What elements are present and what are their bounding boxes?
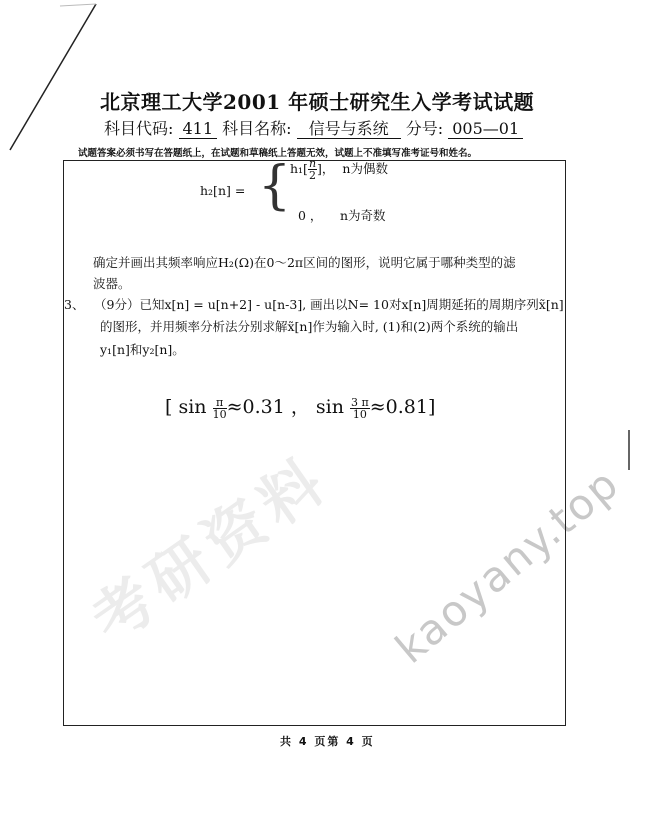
answer-box: [63, 156, 566, 726]
case-even: [290, 158, 388, 181]
watermark-url: kaoyany.top: [386, 458, 629, 673]
brace: {: [258, 156, 292, 216]
part-number: 005—01: [448, 119, 523, 139]
exam-title: 北京理工大学2001 年硕士研究生入学考试试题: [100, 90, 535, 114]
subject-info: [104, 116, 523, 139]
subject-code: 411: [179, 119, 218, 139]
f1-num: π: [213, 397, 227, 409]
para1-line2: 波器。: [93, 276, 131, 291]
part-label: 分号:: [405, 119, 444, 138]
case2-value: 0 ，: [298, 208, 323, 223]
top-mark: [60, 4, 96, 6]
f2-den: 10: [352, 407, 367, 421]
h2-lhs: h₂[n] =: [200, 183, 246, 198]
case1-suffix: ]，: [317, 161, 335, 176]
diagonal-mark: [10, 4, 96, 150]
subject-name: 信号与系统: [297, 119, 401, 139]
name-label: 科目名称:: [222, 119, 292, 138]
case1-cond: n为偶数: [342, 161, 388, 176]
f2-val: ≈0.81]: [369, 396, 436, 418]
f-open: [ sin: [165, 396, 207, 418]
page-footer: 共 4 页第 4 页: [280, 735, 375, 748]
code-label: 科目代码:: [104, 119, 174, 138]
watermark-calligraphy: 考研资料: [79, 443, 343, 657]
q3-number: 3、: [64, 297, 85, 312]
case1-den: 2: [309, 169, 316, 182]
q3-line1: （9分）已知x[n] = u[n+2] - u[n-3], 画出以N= 10对x[n]周期延拓的周期序列x̃[n]: [94, 297, 564, 312]
q3-line3: y₁[n]和y₂[n]。: [100, 342, 185, 357]
f1-den: 10: [212, 407, 227, 421]
case1-prefix: h₁[: [290, 161, 308, 176]
para1-line1: 确定并画出其频率响应H₂(Ω)在0～2π区间的图形，说明它属于哪种类型的滤: [93, 255, 516, 270]
instructions-note: 试题答案必须书写在答题纸上，在试题和草稿纸上答题无效，试题上不准填写准考证号和姓名。: [78, 148, 478, 159]
case2-cond: n为奇数: [340, 208, 386, 223]
f1-val: ≈0.31 ， sin: [226, 396, 344, 418]
sine-values-formula: [165, 392, 435, 420]
f2-num: 3 π: [351, 395, 369, 409]
q3-line2: 的图形，并用频率分析法分别求解x̃[n]作为输入时, (1)和(2)两个系统的输出: [100, 319, 519, 334]
case1-num: n: [308, 157, 317, 170]
